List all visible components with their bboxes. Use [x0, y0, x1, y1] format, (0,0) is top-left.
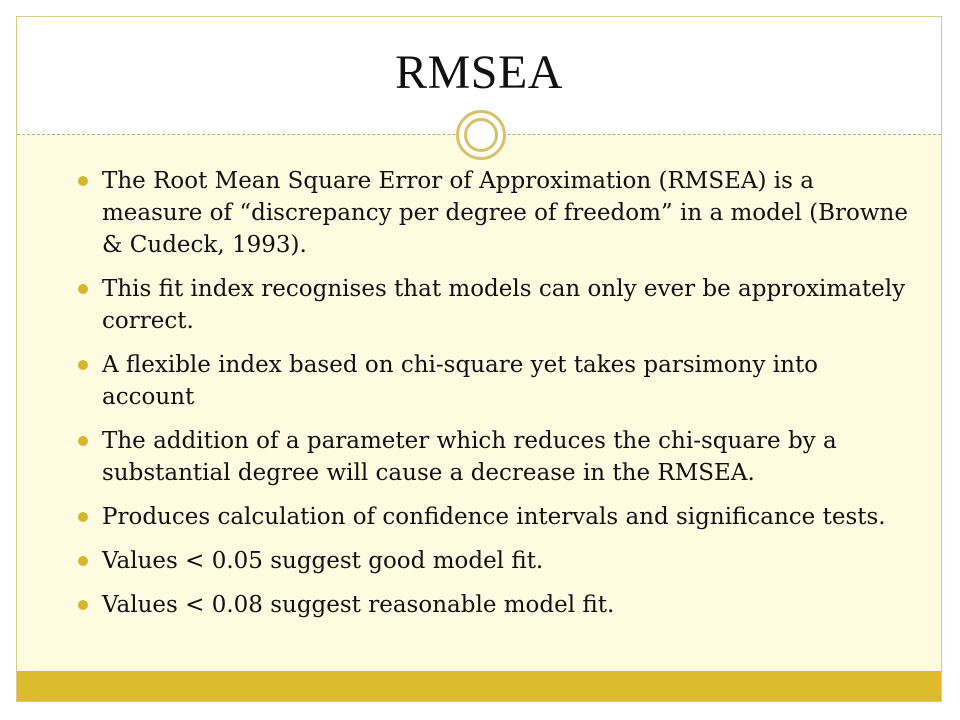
bullet-dot-icon [78, 556, 88, 566]
bullet-dot-icon [78, 436, 88, 446]
bullet-text: A flexible index based on chi-square yet takes parsimony into account [102, 352, 819, 410]
bullet-dot-icon [78, 284, 88, 294]
double-ring-icon [456, 110, 506, 160]
bullet-item [72, 425, 917, 489]
bullet-text: Values < 0.05 suggest good model fit. [102, 548, 544, 574]
bullet-text: This fit index recognises that models can only ever be approximately correct. [102, 276, 906, 334]
slide-frame [16, 16, 942, 702]
bullet-item [72, 501, 917, 533]
bullet-text: The Root Mean Square Error of Approximation (RMSEA) is a measure of “discrepancy per degree of freedom” in a model (Browne & Cudeck, 1993). [102, 168, 908, 258]
bullet-list [72, 165, 917, 633]
bullet-item [72, 349, 917, 413]
bullet-dot-icon [78, 176, 88, 186]
bullet-dot-icon [78, 600, 88, 610]
bullet-text: Produces calculation of confidence intervals and significance tests. [102, 504, 886, 530]
bottom-accent-bar [17, 671, 941, 701]
bullet-item [72, 165, 917, 261]
bullet-text: Values < 0.08 suggest reasonable model fit. [102, 592, 615, 618]
bullet-text: The addition of a parameter which reduces the chi-square by a substantial degree will cause a decrease in the RMSEA. [102, 428, 837, 486]
bullet-item [72, 589, 917, 621]
bullet-dot-icon [78, 512, 88, 522]
bullet-item [72, 545, 917, 577]
slide-title: RMSEA [395, 46, 563, 99]
bullet-dot-icon [78, 360, 88, 370]
bullet-item [72, 273, 917, 337]
